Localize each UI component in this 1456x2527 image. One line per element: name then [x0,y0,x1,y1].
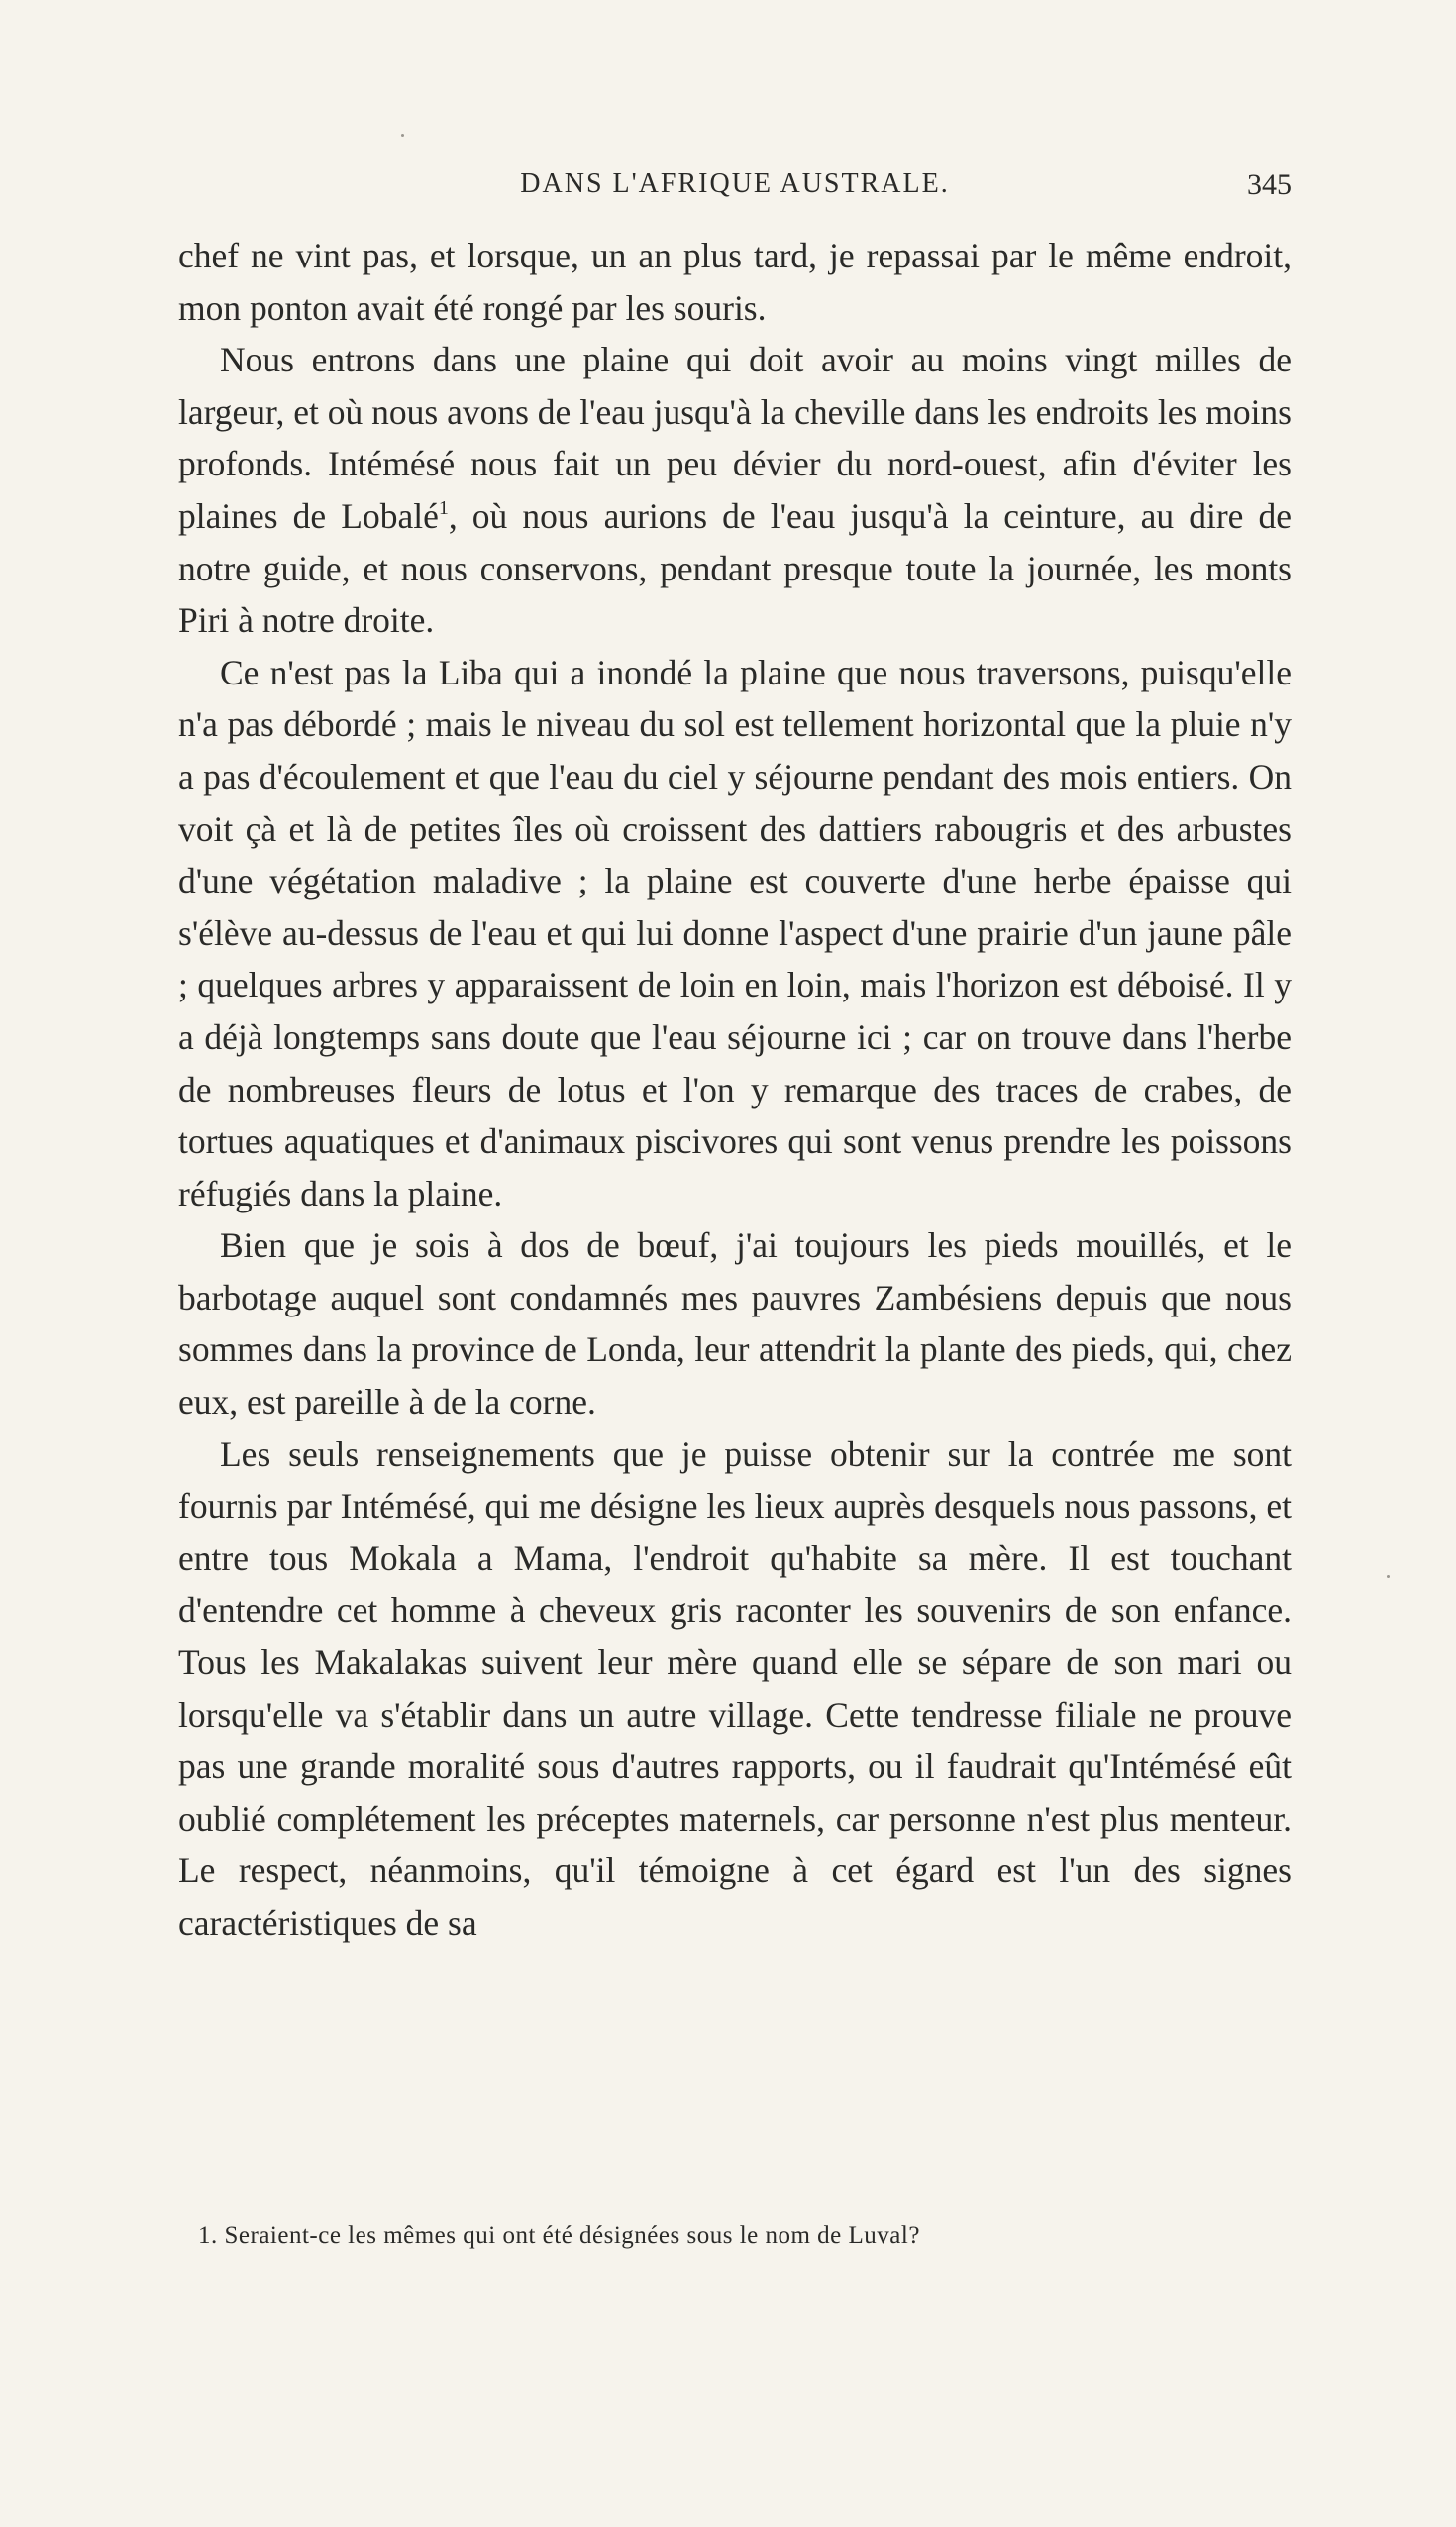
paper-speck [1387,1575,1390,1578]
paragraph-4: Bien que je sois à dos de bœuf, j'ai toujours les pieds mouillés, et le barbotage auquel sont condamnés mes pauvres Zambésiens depuis que nous sommes dans la province de Londa, leur attendrit la plante des pieds, qui, chez eux, est pareille à de la corne. [178,1225,1292,1422]
running-title: DANS L'AFRIQUE AUSTRALE. [520,168,950,199]
paragraph-1: chef ne vint pas, et lorsque, un an plus tard, je repassai par le même endroit, mon ponton avait été rongé par les souris. [178,236,1292,328]
footnote-reference: 1 [438,496,449,519]
paper-speck [401,134,404,137]
paragraph-2 [178,334,1292,647]
paragraph-2-text-b: , où nous aurions de l'eau jusqu'à la ceinture, au dire de notre guide, et nous conservons, pendant presque toute la journée, les monts Piri à notre droite. [178,495,1292,641]
page-header [178,166,1292,206]
paragraph-2-text-a: Nous entrons dans une plaine qui doit avoir au moins vingt milles de largeur, et où nous avons de l'eau jusqu'à la cheville dans les endroits les moins profonds. Intémésé nous fait un peu dévier du nord-ouest, afin d'éviter les plaines de Lobalé [178,340,1292,536]
paragraph-5: Les seuls renseignements que je puisse obtenir sur la contrée me sont fournis par Intémésé, qui me désigne les lieux auprès desquels nous passons, et entre tous Mokala a Mama, l'endroit qu'habite sa mère. Il est touchant d'entendre cet homme à cheveux gris raconter les souvenirs de son enfance. Tous les Makalakas suivent leur mère quand elle se sépare de son mari ou lorsqu'elle va s'établir dans un autre village. Cette tendresse filiale ne prouve pas une grande moralité sous d'autres rapports, ou il faudrait qu'Intémésé eût oublié complétement les préceptes maternels, car personne n'est plus menteur. Le respect, néanmoins, qu'il témoigne à cet égard est l'un des signes caractéristiques de sa [178,1433,1292,1943]
paragraph-3: Ce n'est pas la Liba qui a inondé la plaine que nous traversons, puisqu'elle n'a pas débordé ; mais le niveau du sol est tellement horizontal que la pluie n'y a pas d'écoulement et que l'eau du ciel y séjourne pendant des mois entiers. On voit çà et là de petites îles où croissent des dattiers rabougris et des arbustes d'une végétation maladive ; la plaine est couverte d'une herbe épaisse qui s'élève au-dessus de l'eau et qui lui donne l'aspect d'une prairie d'un jaune pâle ; quelques arbres y apparaissent de loin en loin, mais l'horizon est déboisé. Il y a déjà longtemps sans doute que l'eau séjourne ici ; car on trouve dans l'herbe de nombreuses fleurs de lotus et l'on y remarque des traces de crabes, de tortues aquatiques et d'animaux piscivores qui sont venus prendre les poissons réfugiés dans la plaine. [178,652,1292,1213]
footnote: 1. Seraient-ce les mêmes qui ont été désignées sous le nom de Luval? [198,2222,920,2249]
page-number: 345 [1247,168,1292,201]
body-text [178,230,1292,1949]
